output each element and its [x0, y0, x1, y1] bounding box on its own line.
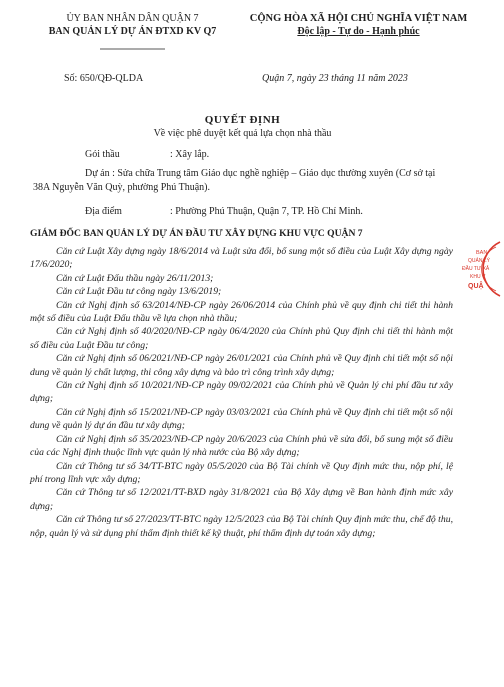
seal-stamp — [454, 238, 504, 300]
seal-text: BAN — [476, 250, 488, 256]
seal-text: KHU V — [470, 274, 486, 280]
seal-text: ĐẦU TƯ XÂ — [462, 266, 490, 272]
issuer-header — [30, 12, 235, 56]
document-subject: Về việc phê duyệt kết quả lựa chọn nhà thầu — [153, 128, 332, 139]
location-value: : Phường Phú Thuận, Quận 7, TP. Hồ Chí Minh. — [170, 206, 363, 217]
location-label: Địa điểm — [85, 206, 122, 217]
project-text: Dự án : Sửa chữa Trung tâm Giáo dục nghề nghiệp – Giáo dục thường xuyên (Cơ sở tại 38A Nguyễn Văn Quỳ, phường Phú Thuận). — [33, 168, 436, 193]
legal-basis-item: Căn cứ Nghị định số 63/2014/NĐ-CP ngày 26/06/2014 của Chính phủ về quy định chi tiết thi hành một số điều của Luật Đấu thầu về lựa chọn nhà thầu; — [30, 299, 453, 325]
issuer-underline — [30, 47, 235, 51]
legal-basis-item: Căn cứ Luật Xây dựng ngày 18/6/2014 và Luật sửa đổi, bổ sung một số điều của Luật Xây dựng ngày 17/6/2020; — [30, 246, 453, 271]
national-header — [236, 12, 481, 39]
seal-text: QUẬ — [468, 283, 484, 290]
package-label: Gói thầu — [85, 149, 120, 160]
issuer-line-2: BAN QUẢN LÝ DỰ ÁN ĐTXD KV Q7 — [48, 26, 217, 37]
director-heading: GIÁM ĐỐC BAN QUẢN LÝ DỰ ÁN ĐẦU TƯ XÂY DỰNG KHU VỰC QUẬN 7 — [30, 228, 363, 239]
legal-basis-item: Căn cứ Nghị định số 35/2023/NĐ-CP ngày 20/6/2023 của Chính phủ về sửa đổi, bổ sung một số điều của các Nghị định thuộc lĩnh vực quản lý nhà nước của Bộ xây dựng; — [30, 433, 453, 459]
seal-text: QUẢN LÝ — [468, 258, 490, 264]
legal-basis-item: Căn cứ Luật Đầu tư công ngày 13/6/2019; — [56, 286, 222, 298]
legal-basis-item: Căn cứ Thông tư số 27/2023/TT-BTC ngày 12/5/2023 của Bộ Tài chính Quy định mức thu, chế độ thu, nộp, quản lý và sử dụng phí thẩm định thiết kế kỹ thuật, phí thẩm định dự toán xây dựng; — [30, 514, 453, 539]
legal-basis-item: Căn cứ Nghị định số 15/2021/NĐ-CP ngày 03/03/2021 của Chính phủ về Quy định chi tiết một số nội dung về quản lý dự án đầu tư xây dựng; — [30, 406, 453, 432]
legal-basis-item: Căn cứ Nghị định số 10/2021/NĐ-CP ngày 09/02/2021 của Chính phủ về Quản lý chi phí đầu tư xây dựng; — [30, 380, 453, 405]
national-motto: Độc lập - Tự do - Hạnh phúc — [297, 26, 420, 37]
issuer-line-1: ỦY BAN NHÂN DÂN QUẬN 7 — [66, 13, 199, 24]
legal-basis-item: Căn cứ Nghị định số 40/2020/NĐ-CP ngày 06/4/2020 của Chính phủ Quy định chi tiết thi hành một số điều của Luật Đầu tư công; — [30, 326, 453, 351]
document-number: Số: 650/QĐ-QLDA — [64, 73, 144, 84]
document-title: QUYẾT ĐỊNH — [204, 114, 281, 126]
legal-basis-item: Căn cứ Thông tư số 12/2021/TT-BXD ngày 31/8/2021 của Bộ Xây dựng về Ban hành định mức xây dựng; — [30, 487, 453, 512]
legal-basis-item: Căn cứ Luật Đấu thầu ngày 26/11/2013; — [56, 272, 214, 284]
document-date: Quận 7, ngày 23 tháng 11 năm 2023 — [262, 73, 408, 84]
national-title: CỘNG HÒA XÃ HỘI CHỦ NGHĨA VIỆT NAM — [249, 13, 468, 24]
legal-bases — [30, 245, 453, 540]
package-value: : Xây lắp. — [170, 149, 210, 160]
legal-basis-item: Căn cứ Thông tư số 34/TT-BTC ngày 05/5/2020 của Bộ Tài chính về Quy định mức thu, nộp phí, lệ phí trong lĩnh vực xây dựng; — [30, 460, 453, 485]
legal-basis-item: Căn cứ Nghị định số 06/2021/NĐ-CP ngày 26/01/2021 của Chính phủ về Quy định chi tiết một số nội dung về quản lý chất lượng, thi công xây dựng và bảo trì công trình xây dựng; — [30, 353, 453, 378]
